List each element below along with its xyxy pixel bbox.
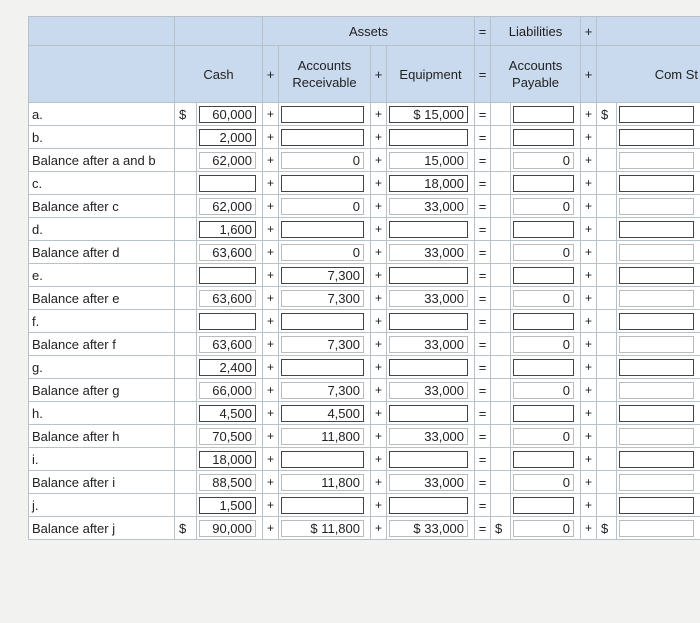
equals-sign: = (475, 517, 491, 540)
row-label: g. (29, 356, 175, 379)
ap-dollar-sign: $ (491, 517, 511, 540)
row-label: Balance after e (29, 287, 175, 310)
transaction-table (28, 16, 700, 540)
plus-sign: + (263, 172, 279, 195)
common-stock-header: Com St (597, 46, 700, 103)
plus-sign: + (371, 103, 387, 126)
cash-dollar-sign (175, 471, 197, 494)
cash-input[interactable]: 60,000 (199, 106, 256, 123)
common-stock-input[interactable] (619, 405, 694, 422)
equals-sign: = (475, 264, 491, 287)
plus-sign: + (263, 379, 279, 402)
plus-sign: + (581, 517, 597, 540)
row-label: Balance after d (29, 241, 175, 264)
cs-dollar-sign (597, 195, 617, 218)
cash-dollar-sign (175, 494, 197, 517)
equals-sign: = (475, 46, 491, 103)
equipment-input[interactable]: $ 33,000 (389, 520, 468, 537)
header-row-1 (29, 17, 700, 46)
cs-dollar-sign (597, 126, 617, 149)
table-row (29, 149, 700, 172)
table-row (29, 310, 700, 333)
row-label: Balance after i (29, 471, 175, 494)
cash-input[interactable]: 1,500 (199, 497, 256, 514)
equipment-input[interactable]: 33,000 (389, 428, 468, 445)
plus-sign: + (263, 287, 279, 310)
cash-input[interactable] (199, 175, 256, 192)
plus-sign: + (263, 333, 279, 356)
table-row (29, 126, 700, 149)
plus-sign: + (263, 103, 279, 126)
cash-input[interactable]: 62,000 (199, 198, 256, 215)
cs-dollar-sign (597, 310, 617, 333)
plus-sign: + (371, 218, 387, 241)
plus-sign: + (581, 356, 597, 379)
row-label: Balance after g (29, 379, 175, 402)
cash-input[interactable]: 63,600 (199, 244, 256, 261)
equipment-input[interactable]: 33,000 (389, 336, 468, 353)
accounts-payable-input[interactable] (513, 129, 574, 146)
plus-sign: + (371, 356, 387, 379)
accounts-payable-header: Accounts Payable (491, 46, 581, 103)
accounts-payable-input[interactable]: 0 (513, 520, 574, 537)
cash-input[interactable] (199, 267, 256, 284)
equipment-header: Equipment (387, 46, 475, 103)
accounts-receivable-input[interactable] (281, 175, 364, 192)
equipment-input[interactable] (389, 129, 468, 146)
plus-sign: + (263, 425, 279, 448)
assets-header: Assets (263, 17, 475, 46)
common-stock-input[interactable] (619, 244, 694, 261)
equals-sign: = (475, 17, 491, 46)
cash-dollar-sign (175, 379, 197, 402)
plus-sign: + (371, 126, 387, 149)
accounts-payable-input[interactable]: 0 (513, 382, 574, 399)
plus-sign: + (263, 471, 279, 494)
plus-sign: + (581, 287, 597, 310)
plus-sign: + (581, 218, 597, 241)
plus-sign: + (263, 195, 279, 218)
table-row (29, 356, 700, 379)
row-label: f. (29, 310, 175, 333)
common-stock-input[interactable] (619, 198, 694, 215)
common-stock-input[interactable] (619, 359, 694, 376)
accounts-payable-input[interactable] (513, 221, 574, 238)
equals-sign: = (475, 494, 491, 517)
plus-sign: + (371, 448, 387, 471)
equals-sign: = (475, 126, 491, 149)
plus-sign: + (581, 333, 597, 356)
ap-dollar-sign (491, 287, 511, 310)
table-row (29, 425, 700, 448)
ap-dollar-sign (491, 356, 511, 379)
equals-sign: = (475, 287, 491, 310)
accounts-receivable-input[interactable]: 7,300 (281, 290, 364, 307)
table-row (29, 264, 700, 287)
common-stock-input[interactable] (619, 382, 694, 399)
cash-input[interactable]: 90,000 (199, 520, 256, 537)
ap-dollar-sign (491, 448, 511, 471)
ap-dollar-sign (491, 494, 511, 517)
cs-dollar-sign (597, 172, 617, 195)
plus-sign: + (581, 379, 597, 402)
accounts-receivable-input[interactable] (281, 129, 364, 146)
cash-dollar-sign (175, 264, 197, 287)
plus-sign: + (371, 494, 387, 517)
equals-sign: = (475, 379, 491, 402)
common-stock-input[interactable] (619, 474, 694, 491)
equipment-input[interactable] (389, 497, 468, 514)
accounts-payable-input[interactable] (513, 451, 574, 468)
common-stock-input[interactable] (619, 152, 694, 169)
accounts-payable-input[interactable]: 0 (513, 198, 574, 215)
plus-sign: + (263, 241, 279, 264)
cash-input[interactable]: 18,000 (199, 451, 256, 468)
cash-dollar-sign (175, 218, 197, 241)
accounts-receivable-input[interactable]: 11,800 (281, 474, 364, 491)
cash-input[interactable]: 70,500 (199, 428, 256, 445)
accounts-receivable-input[interactable]: 11,800 (281, 428, 364, 445)
equipment-input[interactable]: 33,000 (389, 382, 468, 399)
cash-dollar-sign (175, 126, 197, 149)
common-stock-input[interactable] (619, 129, 694, 146)
equipment-input[interactable] (389, 313, 468, 330)
plus-sign: + (263, 46, 279, 103)
common-stock-input[interactable] (619, 267, 694, 284)
cs-dollar-sign (597, 333, 617, 356)
cash-dollar-sign (175, 402, 197, 425)
row-label: e. (29, 264, 175, 287)
accounting-equation-worksheet (28, 16, 700, 550)
plus-sign: + (371, 310, 387, 333)
ap-dollar-sign (491, 103, 511, 126)
accounts-receivable-input[interactable]: 7,300 (281, 267, 364, 284)
plus-sign: + (371, 264, 387, 287)
plus-sign: + (581, 448, 597, 471)
ap-dollar-sign (491, 402, 511, 425)
table-row (29, 471, 700, 494)
equipment-input[interactable]: 33,000 (389, 290, 468, 307)
plus-sign: + (263, 448, 279, 471)
accounts-payable-input[interactable] (513, 106, 574, 123)
table-row (29, 103, 700, 126)
common-stock-input[interactable] (619, 451, 694, 468)
ap-dollar-sign (491, 425, 511, 448)
accounts-payable-input[interactable]: 0 (513, 152, 574, 169)
cs-dollar-sign (597, 287, 617, 310)
plus-sign: + (581, 17, 597, 46)
table-row (29, 241, 700, 264)
row-label: h. (29, 402, 175, 425)
plus-sign: + (371, 195, 387, 218)
plus-sign: + (263, 149, 279, 172)
common-stock-input[interactable] (619, 221, 694, 238)
plus-sign: + (371, 471, 387, 494)
accounts-payable-input[interactable] (513, 405, 574, 422)
cs-dollar-sign (597, 264, 617, 287)
accounts-payable-input[interactable] (513, 175, 574, 192)
accounts-payable-input[interactable] (513, 313, 574, 330)
cash-dollar-sign (175, 241, 197, 264)
equals-sign: = (475, 333, 491, 356)
accounts-receivable-input[interactable] (281, 221, 364, 238)
cs-dollar-sign (597, 448, 617, 471)
row-label: c. (29, 172, 175, 195)
cash-dollar-sign (175, 448, 197, 471)
equals-sign: = (475, 471, 491, 494)
row-label: Balance after f (29, 333, 175, 356)
table-row (29, 218, 700, 241)
accounts-payable-input[interactable] (513, 267, 574, 284)
accounts-receivable-input[interactable]: 7,300 (281, 336, 364, 353)
cs-dollar-sign (597, 218, 617, 241)
accounts-payable-input[interactable]: 0 (513, 474, 574, 491)
row-label: d. (29, 218, 175, 241)
cs-dollar-sign (597, 356, 617, 379)
common-stock-input[interactable] (619, 428, 694, 445)
plus-sign: + (581, 425, 597, 448)
ap-dollar-sign (491, 471, 511, 494)
equipment-input[interactable] (389, 359, 468, 376)
accounts-payable-input[interactable] (513, 359, 574, 376)
cs-dollar-sign (597, 402, 617, 425)
cash-dollar-sign (175, 172, 197, 195)
plus-sign: + (371, 379, 387, 402)
cs-dollar-sign (597, 494, 617, 517)
liabilities-header: Liabilities (491, 17, 581, 46)
cash-dollar-sign (175, 149, 197, 172)
accounts-receivable-input[interactable] (281, 106, 364, 123)
row-label: b. (29, 126, 175, 149)
cash-dollar-sign (175, 287, 197, 310)
plus-sign: + (263, 517, 279, 540)
table-row (29, 333, 700, 356)
cash-input[interactable]: 62,000 (199, 152, 256, 169)
table-row (29, 172, 700, 195)
equals-sign: = (475, 425, 491, 448)
plus-sign: + (581, 103, 597, 126)
common-stock-input[interactable] (619, 336, 694, 353)
accounts-receivable-header: Accounts Receivable (279, 46, 371, 103)
accounts-payable-input[interactable]: 0 (513, 244, 574, 261)
accounts-payable-input[interactable]: 0 (513, 290, 574, 307)
plus-sign: + (371, 517, 387, 540)
cash-dollar-sign (175, 310, 197, 333)
cash-dollar-sign (175, 195, 197, 218)
ap-dollar-sign (491, 126, 511, 149)
plus-sign: + (581, 471, 597, 494)
ap-dollar-sign (491, 241, 511, 264)
plus-sign: + (581, 494, 597, 517)
plus-sign: + (581, 126, 597, 149)
plus-sign: + (371, 149, 387, 172)
cash-input[interactable]: 63,600 (199, 336, 256, 353)
header-row-2 (29, 46, 700, 103)
plus-sign: + (581, 402, 597, 425)
plus-sign: + (581, 149, 597, 172)
row-label: a. (29, 103, 175, 126)
plus-sign: + (581, 172, 597, 195)
equipment-input[interactable] (389, 405, 468, 422)
cash-input[interactable]: 1,600 (199, 221, 256, 238)
plus-sign: + (371, 333, 387, 356)
table-row (29, 494, 700, 517)
cash-dollar-sign (175, 356, 197, 379)
table-row (29, 517, 700, 540)
row-label: Balance after c (29, 195, 175, 218)
plus-sign: + (263, 402, 279, 425)
header-blank (29, 17, 175, 46)
cs-dollar-sign (597, 241, 617, 264)
equals-sign: = (475, 448, 491, 471)
table-row (29, 448, 700, 471)
equipment-input[interactable]: 33,000 (389, 244, 468, 261)
equipment-input[interactable]: 33,000 (389, 474, 468, 491)
equipment-input[interactable]: 18,000 (389, 175, 468, 192)
cs-dollar-sign (597, 149, 617, 172)
equipment-input[interactable] (389, 451, 468, 468)
cash-input[interactable]: 88,500 (199, 474, 256, 491)
equipment-input[interactable]: 33,000 (389, 198, 468, 215)
table-row (29, 402, 700, 425)
ap-dollar-sign (491, 264, 511, 287)
equipment-input[interactable] (389, 267, 468, 284)
equals-sign: = (475, 310, 491, 333)
equals-sign: = (475, 402, 491, 425)
accounts-receivable-input[interactable]: $ 11,800 (281, 520, 364, 537)
cash-input[interactable]: 2,400 (199, 359, 256, 376)
ap-dollar-sign (491, 149, 511, 172)
plus-sign: + (371, 425, 387, 448)
plus-sign: + (371, 287, 387, 310)
plus-sign: + (581, 46, 597, 103)
cs-dollar-sign (597, 379, 617, 402)
equals-sign: = (475, 356, 491, 379)
common-stock-input[interactable] (619, 106, 694, 123)
common-stock-input[interactable] (619, 313, 694, 330)
cash-input[interactable]: 66,000 (199, 382, 256, 399)
equals-sign: = (475, 172, 491, 195)
plus-sign: + (263, 264, 279, 287)
row-label: Balance after j (29, 517, 175, 540)
accounts-receivable-input[interactable]: 0 (281, 198, 364, 215)
plus-sign: + (371, 402, 387, 425)
cash-dollar-sign: $ (175, 517, 197, 540)
cash-dollar-sign (175, 425, 197, 448)
accounts-receivable-input[interactable] (281, 359, 364, 376)
table-row (29, 287, 700, 310)
common-stock-input[interactable] (619, 175, 694, 192)
accounts-receivable-input[interactable]: 7,300 (281, 382, 364, 399)
equals-sign: = (475, 149, 491, 172)
accounts-payable-input[interactable] (513, 497, 574, 514)
ap-dollar-sign (491, 379, 511, 402)
plus-sign: + (263, 494, 279, 517)
cash-input[interactable]: 2,000 (199, 129, 256, 146)
cash-dollar-sign: $ (175, 103, 197, 126)
cs-dollar-sign: $ (597, 103, 617, 126)
cash-input[interactable]: 63,600 (199, 290, 256, 307)
equals-sign: = (475, 218, 491, 241)
common-stock-input[interactable] (619, 520, 694, 537)
cs-dollar-sign: $ (597, 517, 617, 540)
accounts-receivable-input[interactable] (281, 313, 364, 330)
ap-dollar-sign (491, 218, 511, 241)
cash-header: Cash (175, 46, 263, 103)
row-label: Balance after h (29, 425, 175, 448)
plus-sign: + (263, 218, 279, 241)
common-stock-input[interactable] (619, 290, 694, 307)
cash-input[interactable]: 4,500 (199, 405, 256, 422)
ap-dollar-sign (491, 310, 511, 333)
cash-dollar-sign (175, 333, 197, 356)
ap-dollar-sign (491, 172, 511, 195)
equipment-input[interactable]: 15,000 (389, 152, 468, 169)
accounts-receivable-input[interactable]: 4,500 (281, 405, 364, 422)
equipment-input[interactable] (389, 221, 468, 238)
row-label: Balance after a and b (29, 149, 175, 172)
plus-sign: + (263, 310, 279, 333)
accounts-payable-input[interactable]: 0 (513, 336, 574, 353)
accounts-receivable-input[interactable]: 0 (281, 152, 364, 169)
plus-sign: + (371, 172, 387, 195)
plus-sign: + (581, 264, 597, 287)
accounts-receivable-input[interactable] (281, 451, 364, 468)
cash-input[interactable] (199, 313, 256, 330)
accounts-receivable-input[interactable]: 0 (281, 244, 364, 261)
plus-sign: + (581, 195, 597, 218)
row-label: i. (29, 448, 175, 471)
equipment-input[interactable]: $ 15,000 (389, 106, 468, 123)
plus-sign: + (263, 126, 279, 149)
plus-sign: + (581, 310, 597, 333)
common-stock-input[interactable] (619, 497, 694, 514)
equals-sign: = (475, 241, 491, 264)
equals-sign: = (475, 103, 491, 126)
plus-sign: + (371, 46, 387, 103)
table-row (29, 379, 700, 402)
accounts-payable-input[interactable]: 0 (513, 428, 574, 445)
equals-sign: = (475, 195, 491, 218)
row-label: j. (29, 494, 175, 517)
cs-dollar-sign (597, 471, 617, 494)
plus-sign: + (371, 241, 387, 264)
plus-sign: + (581, 241, 597, 264)
table-row (29, 195, 700, 218)
ap-dollar-sign (491, 333, 511, 356)
ap-dollar-sign (491, 195, 511, 218)
accounts-receivable-input[interactable] (281, 497, 364, 514)
plus-sign: + (263, 356, 279, 379)
cs-dollar-sign (597, 425, 617, 448)
